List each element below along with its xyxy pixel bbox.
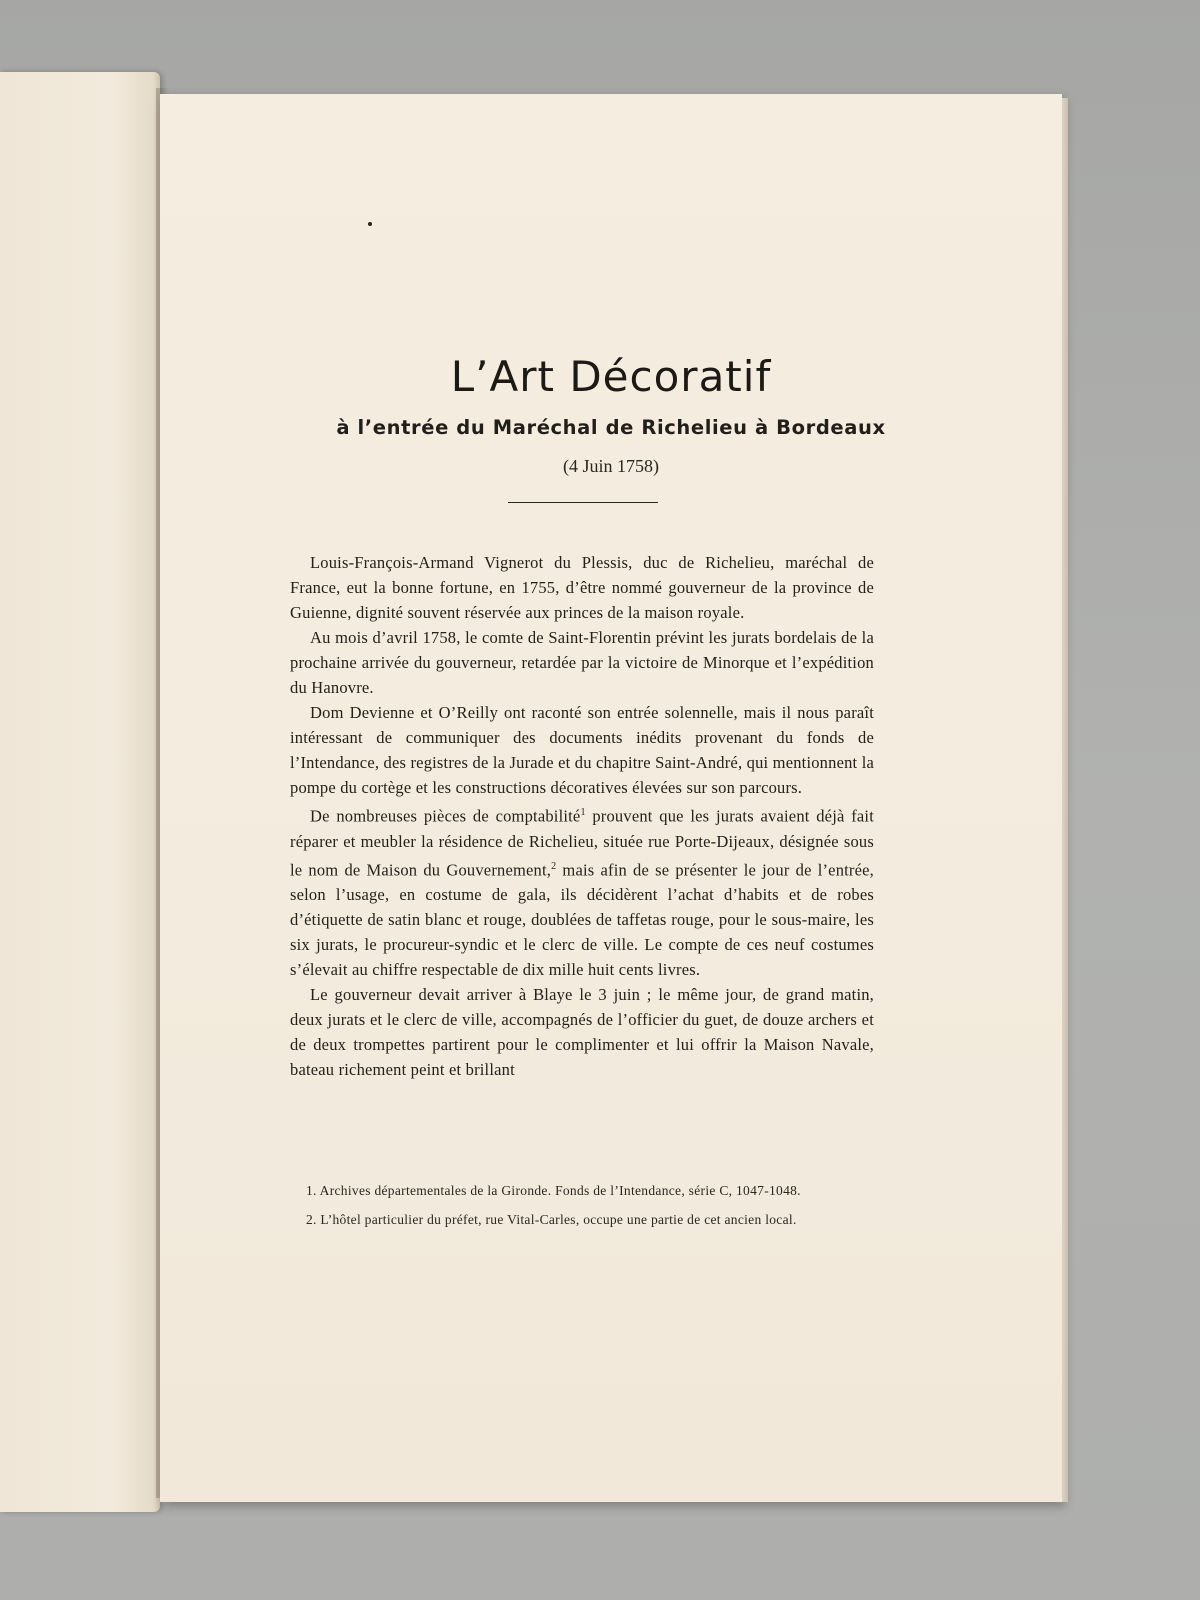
footnote-ref: 1 [580,807,586,818]
article-date: (4 Juin 1758) [563,456,659,476]
paragraph: Au mois d’avril 1758, le comte de Saint-Florentin prévint les jurats bordelais de la prochaine arrivée du gouverneur, retardée par la victoire de Minorque et l’expédition du Hanovre. [290,628,874,697]
footnotes [290,1182,874,1240]
paragraph-text: prouvent que les jurats avaient déjà fait réparer et meubler la résidence de Richelieu, située rue Porte-Dijeaux, désignée sous le nom de Maison du Gouvernement, [290,806,874,879]
article-body [290,550,874,1082]
footnote-ref: 2 [551,860,557,872]
article-subtitle: à l’entrée du Maréchal de Richelieu à Bordeaux [336,416,886,439]
footnote: 1. Archives départementales de la Gironde. Fonds de l’Intendance, série C, 1047-1048. [306,1183,801,1198]
paragraph-text: mais afin de se présenter le jour de l’entrée, selon l’usage, en costume de gala, ils décidèrent l’achat d’habits et de robes d’étiquette de satin blanc et rouge, doublées de taffetas rouge, pour le sous-maire, les six jurats, le procureur-syndic et le clerc de ville. Le compte de ces neuf costumes s’élevait au chiffre respectable de dix mille huit cents livres. [290,860,875,979]
footnote: 2. L’hôtel particulier du préfet, rue Vital-Carles, occupe une partie de cet ancien local. [306,1212,797,1227]
paragraph: Dom Devienne et O’Reilly ont raconté son entrée solennelle, mais il nous paraît intéressant de communiquer des documents inédits provenant du fonds de l’Intendance, des registres de la Jurade et du chapitre Saint-André, qui mentionnent la pompe du cortège et les constructions décoratives élevées sur son parcours. [290,703,874,797]
ink-speck [368,222,372,226]
article-title: L’Art Décoratif [450,352,772,401]
title-rule [508,502,658,503]
paragraph [290,800,874,982]
paragraph: Louis-François-Armand Vignerot du Plessis, duc de Richelieu, maréchal de France, eut la bonne fortune, en 1755, d’être nommé gouverneur de la province de Guienne, dignité souvent réservée aux princes de la maison royale. [290,553,874,622]
show-through-text [270,290,890,314]
paragraph-text: De nombreuses pièces de comptabilité [310,806,581,826]
left-facing-page [0,72,160,1512]
page-edge [1062,98,1068,1502]
paragraph: Le gouverneur devait arriver à Blaye le 3 juin ; le même jour, de grand matin, deux jurats et le clerc de ville, accompagnés de l’officier du guet, de douze archers et de deux trompettes partirent pour le complimenter et lui offrir la Maison Navale, bateau richement peint et brillant [290,985,874,1079]
